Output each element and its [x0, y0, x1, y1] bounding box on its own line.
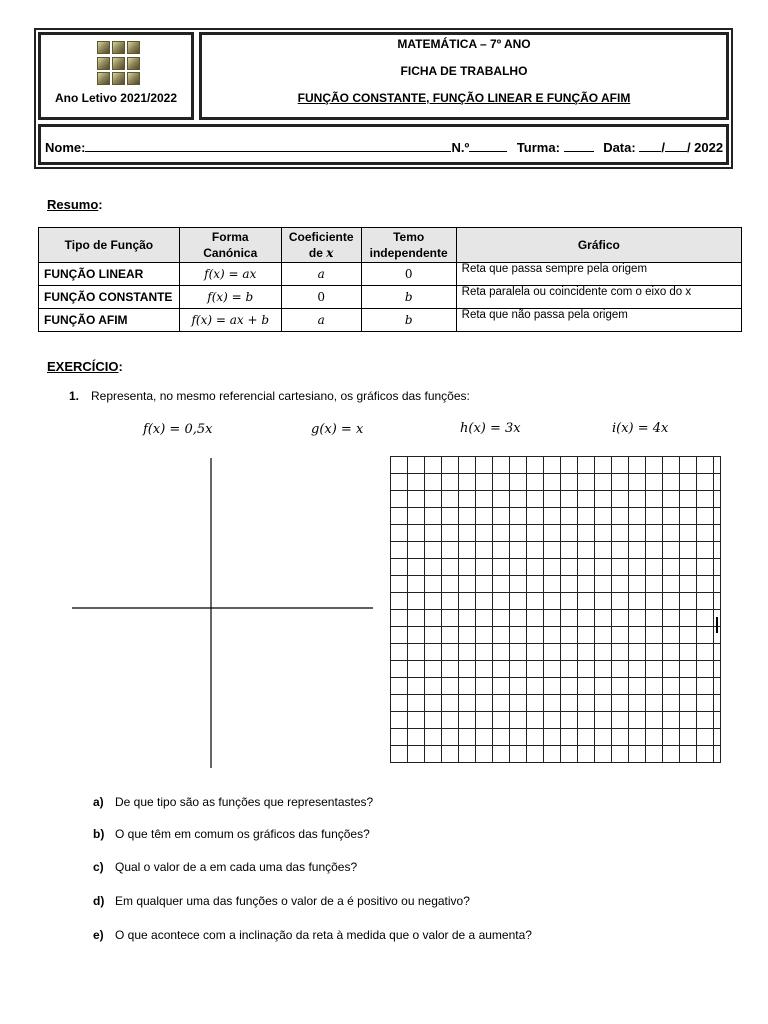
summary-header-row	[39, 228, 742, 263]
name-field[interactable]	[85, 139, 451, 152]
function-g: g(x) = x	[311, 422, 364, 437]
summary-heading: Resumo:	[47, 197, 103, 212]
class-field[interactable]	[564, 139, 594, 152]
cell-indep: b	[361, 309, 456, 332]
title-panel	[199, 32, 729, 120]
cell-indep: 0	[361, 263, 456, 286]
header-coef: Coeficiente de x	[281, 228, 361, 263]
cartesian-axes[interactable]	[70, 456, 375, 770]
question-1-number: 1.	[69, 389, 80, 403]
question-1	[69, 389, 470, 403]
cell-grafico: Reta paralela ou coincidente com o eixo do x	[456, 286, 741, 309]
cell-grafico: Reta que passa sempre pela origem	[456, 263, 741, 286]
cell-indep: b	[361, 286, 456, 309]
logo-panel	[38, 32, 194, 120]
number-field[interactable]	[469, 139, 507, 152]
sheet-title: FICHA DE TRABALHO	[400, 64, 528, 78]
cell-forma: f(x) = ax	[179, 263, 281, 286]
grid-paper[interactable]	[390, 456, 721, 763]
function-f: f(x) = 0,5x	[143, 422, 213, 437]
cell-coef: a	[281, 309, 361, 332]
date-month-field[interactable]	[665, 139, 687, 152]
cell-forma: f(x) = b	[179, 286, 281, 309]
question-1-text: Representa, no mesmo referencial cartesiano, os gráficos das funções:	[91, 389, 470, 403]
cell-grafico: Reta que não passa pela origem	[456, 309, 741, 332]
cell-tipo: FUNÇÃO CONSTANTE	[39, 286, 180, 309]
date-year: / 2022	[686, 140, 724, 155]
date-label: Data:	[603, 140, 636, 155]
header-grafico: Gráfico	[456, 228, 741, 263]
student-info-bar	[38, 124, 729, 165]
question-e: e) O que acontece com a inclinação da reta à medida que o valor de a aumenta?	[93, 928, 532, 942]
name-label: Nome:	[45, 140, 86, 155]
exercise-heading: EXERCÍCIO:	[47, 359, 123, 374]
cell-forma: f(x) = ax + b	[179, 309, 281, 332]
question-a: a) De que tipo são as funções que representastes?	[93, 795, 374, 809]
subject-title: MATEMÁTICA – 7º ANO	[397, 37, 531, 51]
school-year: Ano Letivo 2021/2022	[54, 91, 178, 105]
grid-edge-mark	[716, 617, 718, 633]
header-tipo: Tipo de Função	[39, 228, 180, 263]
header-forma: Forma Canónica	[179, 228, 281, 263]
table-row	[39, 309, 742, 332]
question-d: d) Em qualquer uma das funções o valor de a é positivo ou negativo?	[93, 894, 470, 908]
topic-title: FUNÇÃO CONSTANTE, FUNÇÃO LINEAR E FUNÇÃO AFIM	[297, 91, 631, 105]
cell-coef: a	[281, 263, 361, 286]
function-i: i(x) = 4x	[612, 421, 669, 436]
cell-tipo: FUNÇÃO AFIM	[39, 309, 180, 332]
header-indep: Temo independente	[361, 228, 456, 263]
table-row	[39, 263, 742, 286]
cell-tipo: FUNÇÃO LINEAR	[39, 263, 180, 286]
date-day-field[interactable]	[639, 139, 661, 152]
summary-table	[38, 227, 742, 332]
date-separator: /	[661, 140, 665, 155]
school-logo-icon	[97, 41, 142, 86]
cell-coef: 0	[281, 286, 361, 309]
question-c: c) Qual o valor de a em cada uma das funções?	[93, 860, 358, 874]
class-label: Turma:	[516, 140, 560, 155]
table-row	[39, 286, 742, 309]
question-b: b) O que têm em comum os gráficos das funções?	[93, 827, 370, 841]
function-h: h(x) = 3x	[460, 421, 521, 436]
number-label: N.º	[451, 140, 470, 155]
